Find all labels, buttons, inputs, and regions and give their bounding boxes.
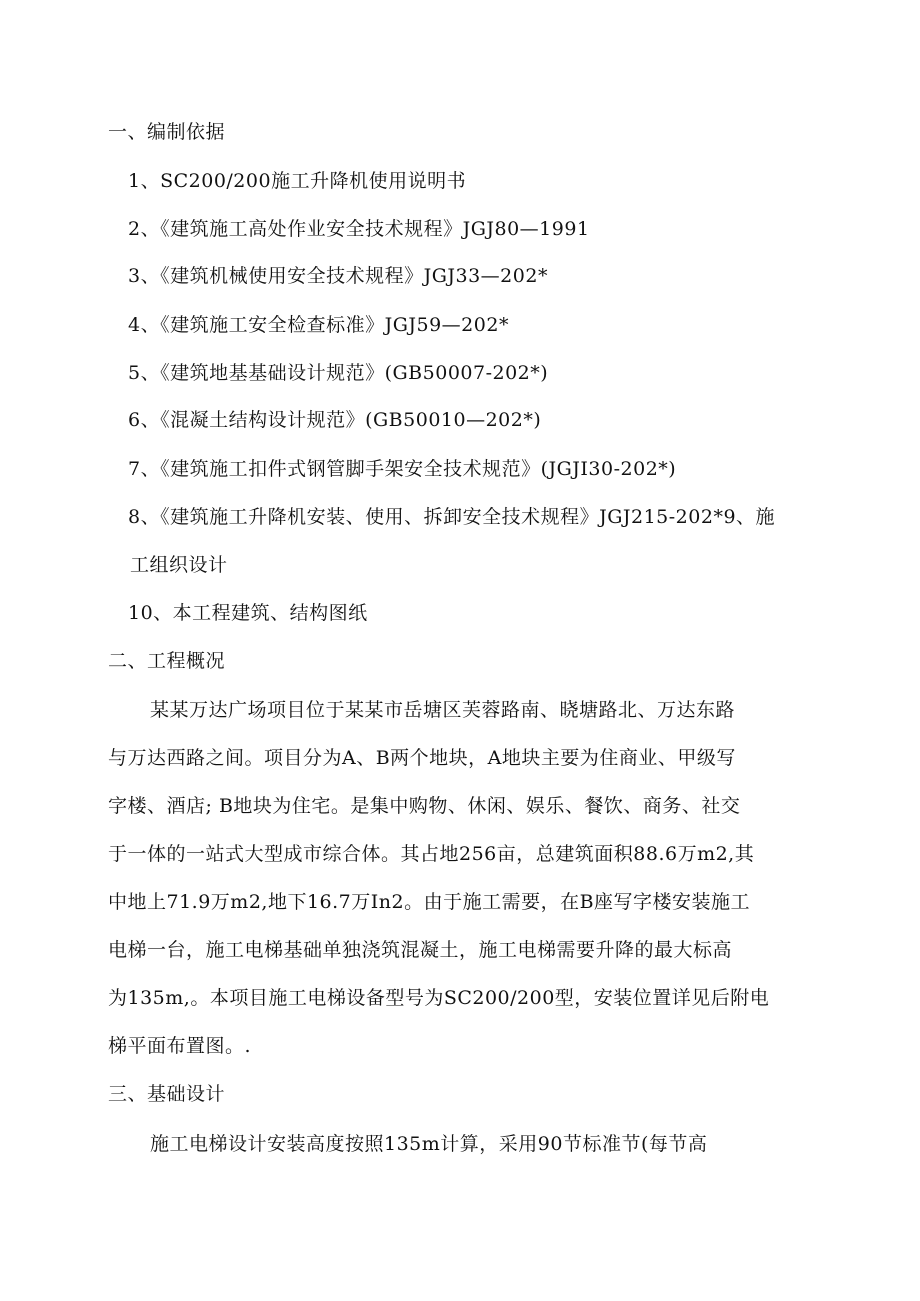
overview-line-8: 梯平面布置图。. xyxy=(108,1035,252,1057)
basis-item-6: 6、《混凝土结构设计规范》(GB50010—202*) xyxy=(128,409,542,431)
overview-line-1: 某某万达广场项目位于某某市岳塘区芙蓉路南、晓塘路北、万达东路 xyxy=(150,699,736,721)
overview-line-3: 字楼、酒店; B地块为住宅。是集中购物、休闲、娱乐、餐饮、商务、社交 xyxy=(108,795,741,817)
basis-item-8: 8、《建筑施工升降机安装、使用、拆卸安全技术规程》JGJ215-202*9、施 xyxy=(128,506,776,528)
section-heading-overview: 二、工程概况 xyxy=(108,650,226,672)
basis-item-5: 5、《建筑地基基础设计规范》(GB50007-202*) xyxy=(128,362,549,384)
section-heading-foundation: 三、基础设计 xyxy=(108,1083,226,1105)
basis-item-9: 工组织设计 xyxy=(130,554,228,576)
basis-item-2: 2、《建筑施工高处作业安全技术规程》JGJ80—1991 xyxy=(128,218,590,240)
overview-line-6: 电梯一台，施工电梯基础单独浇筑混凝土，施工电梯需要升降的最大标高 xyxy=(108,939,733,961)
section-heading-basis: 一、编制依据 xyxy=(108,121,226,143)
overview-line-7: 为135m,。本项目施工电梯设备型号为SC200/200型，安装位置详见后附电 xyxy=(108,987,770,1009)
overview-line-2: 与万达西路之间。项目分为A、B两个地块，A地块主要为住商业、甲级写 xyxy=(108,747,736,769)
basis-item-1: 1、SC200/200施工升降机使用说明书 xyxy=(128,170,467,192)
basis-item-10: 10、本工程建筑、结构图纸 xyxy=(128,602,368,624)
basis-item-4: 4、《建筑施工安全检查标准》JGJ59—202* xyxy=(128,314,509,336)
basis-item-3: 3、《建筑机械使用安全技术规程》JGJ33—202* xyxy=(128,265,548,287)
overview-line-4: 于一体的一站式大型成市综合体。其占地256亩，总建筑面积88.6万m2,其 xyxy=(108,843,755,865)
basis-item-7: 7、《建筑施工扣件式钢管脚手架安全技术规范》(JGJI30-202*) xyxy=(128,458,677,480)
overview-line-5: 中地上71.9万m2,地下16.7万In2。由于施工需要，在B座写字楼安装施工 xyxy=(108,891,751,913)
foundation-line-1: 施工电梯设计安装高度按照135m计算，采用90节标准节(每节高 xyxy=(150,1133,708,1155)
